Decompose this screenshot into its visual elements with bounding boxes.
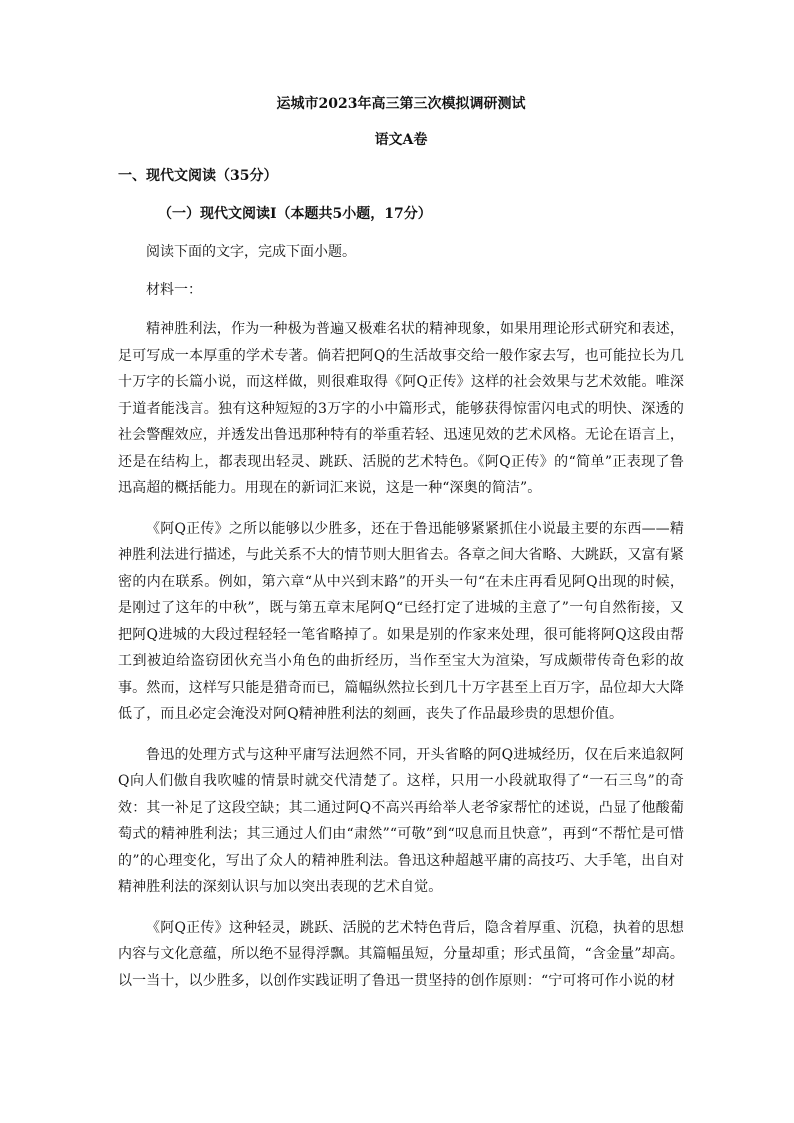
section-heading: 一、现代文阅读（35分） xyxy=(118,168,278,184)
sub-section-heading: （一）现代文阅读Ⅰ（本题共5小题，17分） xyxy=(158,206,432,222)
exam-subtitle: 语文A卷 xyxy=(374,132,428,148)
paragraph-4: 《阿Q正传》这种轻灵，跳跃、活脱的艺术特色背后，隐含着厚重、沉稳，执着的思想内容与文化意蕴，所以绝不显得浮飘。其篇幅虽短，分量却重；形式虽简，“含金量”却高。以一当十，以少胜多，以创作实践证明了鲁迅一贯坚持的创作原则：“宁可将可作小说的材 xyxy=(118,919,684,989)
material-label: 材料一： xyxy=(146,282,202,298)
exam-title: 运城市2023年高三第三次模拟调研测试 xyxy=(276,96,526,112)
reading-instruction: 阅读下面的文字，完成下面小题。 xyxy=(146,244,356,260)
paragraph-2: 《阿Q正传》之所以能够以少胜多，还在于鲁迅能够紧紧抓住小说最主要的东西——精神胜利法进行描述，与此关系不大的情节则大胆省去。各章之间大省略、大跳跃，又富有紧密的内在联系。例如，第六章“从中兴到末路”的开头一句“在未庄再看见阿Q出现的时候，是刚过了这年的中秋”，既与第五章末尾阿Q“已经打定了进城的主意了”一句自然衔接，又把阿Q进城的大段过程轻轻一笔省略掉了。如果是别的作家来处理，很可能将阿Q这段由帮工到被迫给盗窃团伙充当小角色的曲折经历，当作至宝大为渲染，写成颇带传奇色彩的故事。然而，这样写只能是猎奇而已，篇幅纵然拉长到几十万字甚至上百万字，品位却大大降低了，而且必定会淹没对阿Q精神胜利法的刻画，丧失了作品最珍贵的思想价值。 xyxy=(118,520,684,722)
paragraph-3: 鲁迅的处理方式与这种平庸写法迥然不同，开头省略的阿Q进城经历，仅在后来追叙阿Q向人们傲自我吹嘘的情景时就交代清楚了。这样，只用一小段就取得了“一石三鸟”的奇效：其一补足了这段空缺；其二通过阿Q不高兴再给举人老爷家帮忙的述说，凸显了他酸葡萄式的精神胜利法；其三通过人们由“肃然”“可敬”到“叹息而且快意”，再到“不帮忙是可惜的”的心理变化，写出了众人的精神胜利法。鲁迅这种超越平庸的高技巧、大手笔，出自对精神胜利法的深刻认识与加以突出表现的艺术自觉。 xyxy=(118,746,684,895)
paragraph-1: 精神胜利法，作为一种极为普遍又极难名状的精神现象，如果用理论形式研究和表述，足可写成一本厚重的学术专著。倘若把阿Q的生活故事交给一般作家去写，也可能拉长为几十万字的长篇小说，而这样做，则很难取得《阿Q正传》这样的社会效果与艺术效能。唯深于道者能浅言。独有这种短短的3万字的小中篇形式，能够获得惊雷闪电式的明快、深透的社会警醒效应，并透发出鲁迅那种特有的举重若轻、迅速见效的艺术风格。无论在语言上，还是在结构上，都表现出轻灵、跳跃、活脱的艺术特色。《阿Q正传》的“简单”正表现了鲁迅高超的概括能力。用现在的新词汇来说，这是一种“深奥的简洁”。 xyxy=(118,321,684,496)
